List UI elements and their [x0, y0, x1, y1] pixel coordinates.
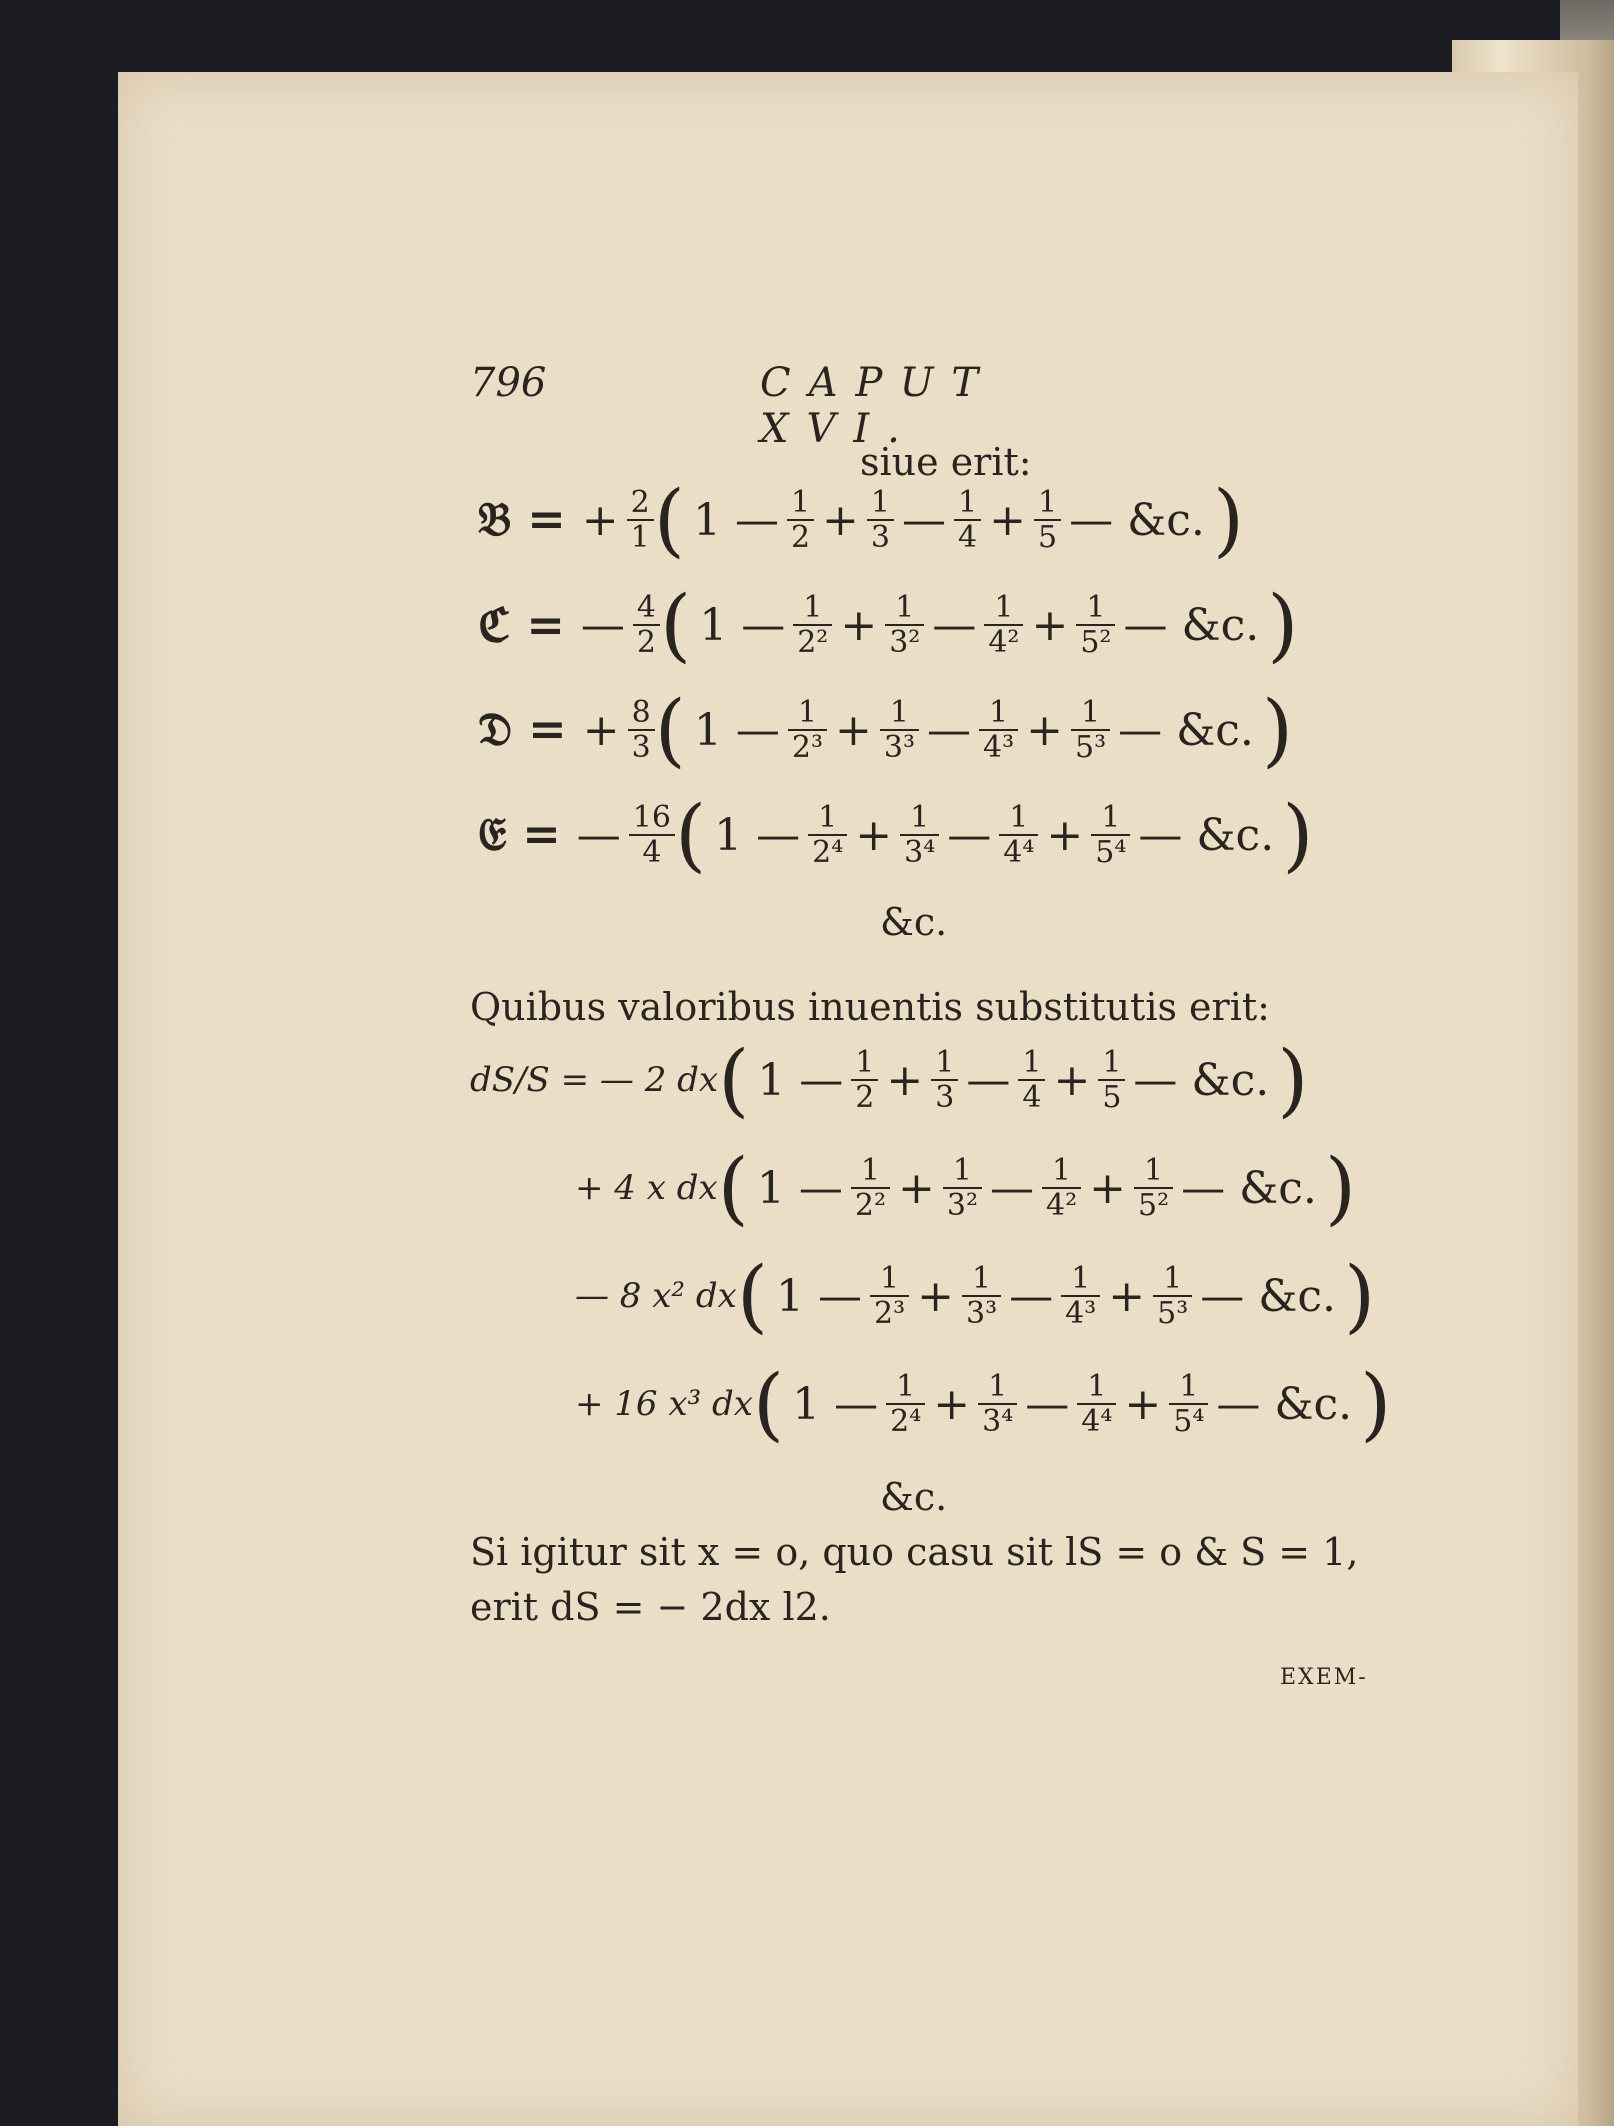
- equation-lhs: 𝔇 =: [478, 702, 567, 756]
- numerator: 1: [851, 1046, 878, 1081]
- series-fraction: [1076, 591, 1115, 659]
- denominator: 3²: [889, 625, 921, 660]
- numerator: 4: [633, 591, 660, 626]
- series-fraction: [1134, 1154, 1173, 1222]
- series-fraction: [870, 1262, 909, 1330]
- numerator: 1: [999, 801, 1038, 836]
- denominator: 5⁴: [1173, 1404, 1205, 1439]
- denominator: 3: [631, 730, 651, 765]
- numerator: 1: [984, 591, 1023, 626]
- right-paren: ): [1282, 788, 1314, 881]
- denominator: 3: [935, 1080, 955, 1115]
- numerator: 8: [628, 696, 655, 731]
- series-token: — &c.: [1133, 1054, 1270, 1106]
- numerator: 2: [627, 486, 654, 521]
- row-prefix: — 8 x² dx: [575, 1276, 737, 1316]
- series-token: —: [902, 494, 947, 546]
- equation-row: [470, 788, 1314, 881]
- numerator: 1: [1034, 486, 1061, 521]
- numerator: 1: [1153, 1262, 1192, 1297]
- series-token: +: [1089, 1162, 1126, 1214]
- series-token: — &c.: [1069, 494, 1205, 546]
- denominator: 2²: [797, 625, 829, 660]
- numerator: 1: [954, 486, 981, 521]
- series-token: — &c.: [1216, 1378, 1353, 1430]
- derivative-row: [575, 1141, 1357, 1234]
- numerator: 1: [962, 1262, 1001, 1297]
- series-token: — &c.: [1118, 704, 1254, 756]
- denominator: 3⁴: [982, 1404, 1014, 1439]
- right-paren: ): [1267, 578, 1299, 671]
- series-fraction: [808, 801, 847, 869]
- denominator: 1: [630, 520, 650, 555]
- series-token: +: [933, 1378, 971, 1430]
- denominator: 4²: [988, 625, 1020, 660]
- numerator: 1: [979, 696, 1018, 731]
- denominator: 2: [855, 1080, 875, 1115]
- series-token: 1 —: [776, 1270, 863, 1322]
- series-token: — &c.: [1138, 809, 1275, 861]
- denominator: 5⁴: [1095, 835, 1127, 870]
- series-token: 1 —: [756, 1162, 843, 1214]
- numerator: 1: [1134, 1154, 1173, 1189]
- series-token: —: [966, 1054, 1011, 1106]
- equation-row: [470, 683, 1294, 776]
- series-token: +: [855, 809, 893, 861]
- derivative-row: [470, 1033, 1309, 1126]
- series-token: —: [932, 599, 977, 651]
- right-paren: ): [1360, 1357, 1392, 1450]
- numerator: 1: [788, 696, 827, 731]
- denominator: 2²: [854, 1188, 886, 1223]
- denominator: 5³: [1157, 1296, 1189, 1331]
- left-paren: (: [653, 473, 685, 566]
- series-token: +: [840, 599, 878, 651]
- coefficient-fraction: [629, 801, 675, 869]
- denominator: 3⁴: [904, 835, 936, 870]
- left-paren: (: [717, 1141, 749, 1234]
- denominator: 2³: [874, 1296, 906, 1331]
- series-fraction: [954, 486, 981, 554]
- denominator: 4: [1022, 1080, 1042, 1115]
- right-paren: ): [1344, 1249, 1376, 1342]
- page-number: 796: [470, 360, 547, 406]
- denominator: 5³: [1075, 730, 1107, 765]
- numerator: 1: [886, 1370, 925, 1405]
- equation-lhs: ℭ =: [478, 598, 565, 652]
- right-paren: ): [1212, 473, 1245, 566]
- denominator: 5²: [1080, 625, 1112, 660]
- series-token: —: [927, 704, 971, 756]
- numerator: 1: [1071, 696, 1110, 731]
- numerator: 16: [629, 801, 675, 836]
- series-fraction: [943, 1154, 982, 1222]
- left-paren: (: [752, 1357, 785, 1450]
- denominator: 4³: [1065, 1296, 1097, 1331]
- series-token: +: [835, 704, 872, 756]
- coefficient-sign: +: [582, 704, 620, 756]
- denominator: 2⁴: [890, 1404, 922, 1439]
- series-token: 1 —: [692, 494, 779, 546]
- numerator: 1: [1076, 591, 1115, 626]
- etc-line-2: &c.: [880, 1475, 948, 1519]
- equation-row: [470, 578, 1299, 671]
- numerator: 1: [867, 486, 894, 521]
- denominator: 4: [958, 520, 978, 555]
- series-fraction: [867, 486, 894, 554]
- numerator: 1: [870, 1262, 909, 1297]
- series-fraction: [900, 801, 939, 869]
- numerator: 1: [1169, 1370, 1208, 1405]
- series-fraction: [984, 591, 1023, 659]
- series-fraction: [1034, 486, 1061, 554]
- series-fraction: [999, 801, 1038, 869]
- series-fraction: [1153, 1262, 1192, 1330]
- series-fraction: [851, 1154, 890, 1222]
- numerator: 1: [1061, 1262, 1100, 1297]
- denominator: 5²: [1138, 1188, 1170, 1223]
- denominator: 4²: [1046, 1188, 1078, 1223]
- series-token: — &c.: [1200, 1270, 1337, 1322]
- equation-lhs: 𝔅 =: [478, 492, 566, 546]
- series-token: +: [917, 1270, 955, 1322]
- coefficient-fraction: [627, 486, 654, 554]
- series-token: +: [1053, 1054, 1091, 1106]
- series-fraction: [1077, 1370, 1116, 1438]
- series-fraction: [1098, 1046, 1125, 1114]
- denominator: 4⁴: [1081, 1404, 1113, 1439]
- numerator: 1: [978, 1370, 1017, 1405]
- right-paren: ): [1261, 683, 1294, 776]
- series-fraction: [1071, 696, 1110, 764]
- right-paren: ): [1277, 1033, 1309, 1126]
- left-paren: (: [674, 788, 707, 881]
- quibus-line: Quibus valoribus inuentis substitutis erit:: [470, 985, 1270, 1029]
- series-token: +: [1026, 704, 1063, 756]
- numerator: 1: [851, 1154, 890, 1189]
- coefficient-sign: —: [576, 809, 621, 861]
- series-fraction: [788, 696, 827, 764]
- denominator: 2⁴: [812, 835, 844, 870]
- series-token: +: [822, 494, 859, 546]
- series-fraction: [793, 591, 832, 659]
- series-token: 1 —: [757, 1054, 844, 1106]
- numerator: 1: [1098, 1046, 1125, 1081]
- denominator: 4³: [983, 730, 1015, 765]
- series-fraction: [787, 486, 814, 554]
- equation-row: [470, 473, 1245, 566]
- denominator: 2: [636, 625, 656, 660]
- catchword: EXEM-: [1280, 1665, 1368, 1690]
- series-token: 1 —: [792, 1378, 879, 1430]
- etc-line-1: &c.: [880, 900, 948, 944]
- series-token: 1 —: [699, 599, 786, 651]
- si-igitur-line: Si igitur sit x = o, quo casu sit lS = o & S = 1,: [470, 1530, 1359, 1574]
- series-fraction: [885, 591, 924, 659]
- numerator: 1: [787, 486, 814, 521]
- left-paren: (: [654, 683, 686, 776]
- numerator: 1: [808, 801, 847, 836]
- series-token: —: [1025, 1378, 1070, 1430]
- numerator: 1: [943, 1154, 982, 1189]
- denominator: 4⁴: [1003, 835, 1035, 870]
- series-fraction: [1061, 1262, 1100, 1330]
- series-token: 1 —: [714, 809, 801, 861]
- derivative-row: [575, 1357, 1392, 1450]
- numerator: 1: [900, 801, 939, 836]
- series-token: —: [947, 809, 992, 861]
- left-paren: (: [660, 578, 692, 671]
- denominator: 3: [870, 520, 891, 555]
- series-token: —: [1009, 1270, 1054, 1322]
- series-token: +: [989, 494, 1026, 546]
- coefficient-sign: +: [581, 494, 619, 546]
- series-fraction: [886, 1370, 925, 1438]
- siue-erit-line: siue erit:: [860, 440, 1032, 484]
- series-fraction: [978, 1370, 1017, 1438]
- denominator: 2: [790, 520, 811, 555]
- series-fraction: [979, 696, 1018, 764]
- series-token: +: [1108, 1270, 1146, 1322]
- row-prefix: + 16 x³ dx: [575, 1384, 753, 1424]
- denominator: 3³: [966, 1296, 998, 1331]
- row-prefix: + 4 x dx: [575, 1168, 718, 1208]
- right-paren: ): [1324, 1141, 1357, 1234]
- denominator: 2³: [791, 730, 823, 765]
- erit-line: erit dS = − 2dx l2.: [470, 1585, 831, 1629]
- row-prefix: dS/S = — 2 dx: [470, 1060, 719, 1100]
- denominator: 4: [642, 835, 662, 870]
- series-fraction: [962, 1262, 1001, 1330]
- series-fraction: [1091, 801, 1130, 869]
- series-token: —: [990, 1162, 1034, 1214]
- series-fraction: [1018, 1046, 1045, 1114]
- equation-lhs: 𝔈 =: [478, 807, 561, 861]
- series-token: — &c.: [1123, 599, 1260, 651]
- series-fraction: [931, 1046, 958, 1114]
- denominator: 3²: [946, 1188, 978, 1223]
- series-token: 1 —: [693, 704, 780, 756]
- denominator: 5: [1102, 1080, 1122, 1115]
- series-token: +: [886, 1054, 924, 1106]
- numerator: 1: [1091, 801, 1130, 836]
- coefficient-sign: —: [580, 599, 625, 651]
- derivative-row: [575, 1249, 1376, 1342]
- numerator: 1: [1042, 1154, 1081, 1189]
- series-fraction: [1169, 1370, 1208, 1438]
- left-paren: (: [718, 1033, 750, 1126]
- series-token: +: [1046, 809, 1084, 861]
- series-token: +: [1031, 599, 1069, 651]
- numerator: 1: [1077, 1370, 1116, 1405]
- numerator: 1: [793, 591, 832, 626]
- numerator: 1: [1018, 1046, 1045, 1081]
- series-token: +: [1124, 1378, 1162, 1430]
- numerator: 1: [885, 591, 924, 626]
- series-token: +: [898, 1162, 935, 1214]
- denominator: 3³: [883, 730, 915, 765]
- numerator: 1: [880, 696, 919, 731]
- coefficient-fraction: [628, 696, 655, 764]
- series-fraction: [851, 1046, 878, 1114]
- chapter-title: CAPUT XVI.: [760, 360, 997, 452]
- numerator: 1: [931, 1046, 958, 1081]
- denominator: 5: [1037, 520, 1058, 555]
- coefficient-fraction: [633, 591, 660, 659]
- series-fraction: [1042, 1154, 1081, 1222]
- series-token: — &c.: [1181, 1162, 1317, 1214]
- series-fraction: [880, 696, 919, 764]
- left-paren: (: [736, 1249, 769, 1342]
